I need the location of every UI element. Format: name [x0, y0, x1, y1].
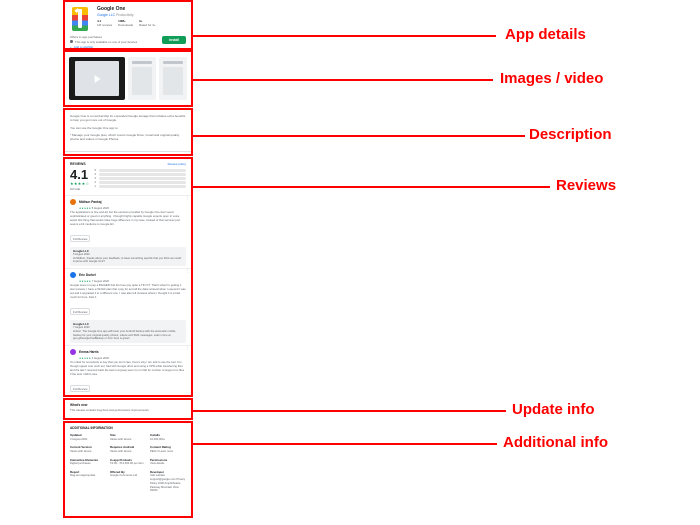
whats-new-heading: What's new — [70, 403, 88, 407]
info-cell-requires-android: Requires Android Varies with device — [110, 445, 135, 453]
app-developer-link[interactable] — [97, 13, 186, 17]
reviews-section-label: REVIEWS — [70, 162, 86, 166]
media-strip[interactable] — [65, 52, 191, 105]
review-actions[interactable]: ⋮ — [185, 269, 191, 274]
reviews-section — [63, 157, 193, 397]
description-text — [65, 110, 191, 149]
review-date: 7 August 2020 — [91, 280, 109, 284]
developer-reply-author: Google LLC — [73, 248, 89, 253]
info-cell-current-version: Current Version Varies with device — [70, 445, 92, 453]
info-cell-size: Size Varies with device — [110, 433, 132, 441]
app-developer-name: Google LLC — [97, 13, 116, 17]
leader-line-additional-info — [193, 443, 497, 445]
whats-new-section — [63, 398, 193, 420]
info-cell-installs: Installs 10,000,000+ — [150, 433, 166, 441]
additional-info-grid — [70, 433, 186, 493]
review-author-name: Midhun Pankaj — [79, 200, 102, 204]
info-cell-content-rating[interactable]: Content Rating PEGI 3 Learn more — [150, 445, 174, 453]
avatar — [70, 349, 76, 355]
developer-reply — [70, 247, 186, 267]
add-to-wishlist-button[interactable] — [70, 45, 186, 49]
histogram-row-2: 2 — [94, 181, 186, 184]
leader-line-update-info — [193, 410, 506, 412]
developer-reply-date: 7 August 2020 — [73, 325, 90, 329]
developer-reply-author: Google LLC — [73, 321, 89, 326]
developer-reply-body: Hi Midhun, thanks about your feedback, to have something specific that you think we could improve with Google One? — [73, 256, 181, 264]
review-author-name: Eric Durkel — [79, 273, 96, 278]
full-review-button[interactable]: Full Review — [70, 308, 90, 315]
additional-info-heading: ADDITIONAL INFORMATION — [70, 426, 113, 430]
stat-rating: 4.1 1M reviews — [97, 19, 113, 27]
in-app-purchases-note: Offers in-app purchases — [70, 35, 102, 39]
leader-line-reviews — [193, 186, 550, 188]
annotation-description: Description — [529, 126, 612, 143]
annotation-additional-info: Additional info — [503, 434, 608, 451]
read-more-button[interactable] — [65, 151, 191, 156]
full-review-button[interactable]: Full Review — [70, 385, 90, 392]
annotation-images-video: Images / video — [500, 70, 604, 87]
media-gallery-section — [63, 50, 193, 107]
developer-reply-body: Hi Eric. The Google One app will lower your Android backup with the automatic mobile backup for your original quality photos, videos and SMS messages. Learn more at goo.gl/GoogleOneBackup or from here is great! — [73, 329, 176, 341]
info-cell-developer[interactable]: Developer Visit website support@google.com Privacy Policy 1600 Amphitheatre Parkway Mountain View 94043 — [150, 469, 186, 493]
description-section — [63, 108, 193, 156]
description-paragraph-2: You can use the Google One app to: — [70, 125, 119, 130]
review-date: 4 August 2020 — [91, 357, 109, 361]
review-policy-link[interactable]: Review policy — [167, 162, 186, 166]
whats-new-body: This release contains bug fixes and performance improvements. — [70, 408, 150, 412]
avatar — [70, 199, 76, 205]
review-actions[interactable]: ⋮ — [185, 346, 191, 351]
plus-icon: + — [70, 45, 72, 49]
app-stats-row — [97, 19, 186, 27]
additional-information-section — [63, 421, 193, 518]
google-one-logo-icon — [70, 6, 92, 32]
review-body: Google does not pay a BIGGER find the fees pay quite a TIN OT. That's what I'm getting 1 star reviews, I have a 512Gb plan that I pay for and all the data retrieval when I opened it was set and it upgraded it to a different one. I was also left clueless where I thought it is a bad much for here. Fast 1 — [70, 283, 186, 299]
app-store-listing-screenshot — [63, 0, 193, 518]
review-stars: ★★★★★ — [79, 207, 92, 210]
histogram-row-1: 1 — [94, 185, 186, 188]
info-cell-report[interactable]: Report Flag as inappropriate — [70, 469, 96, 478]
annotation-update-info: Update info — [512, 401, 595, 418]
app-title: Google One — [97, 6, 126, 12]
rating-score-block — [70, 168, 89, 191]
description-paragraph-1: Google One is a membership for expanded Google storage that includes extra benefits to help you get more out of Google. — [70, 114, 186, 123]
leader-line-app-details — [193, 35, 496, 37]
info-cell-permissions[interactable]: Permissions View details — [150, 457, 168, 466]
review-body: The applications is fine and all, but the services provided by Google One don't seem sophisticated or good or anything. I thought highly capable Google experts open in voice assist first thing that would make huge difference in my case, instead of that services just seems a bit mediocre to Google Err. — [70, 210, 180, 226]
app-details-section — [63, 0, 193, 50]
review-author-name: Emma Harris — [79, 350, 99, 355]
histogram-row-3: 3 — [94, 177, 186, 180]
review-stars: ★★★★★ — [79, 280, 92, 284]
screenshot-thumbnail-2[interactable] — [159, 57, 187, 100]
rating-stars: ★★★★☆ — [70, 181, 90, 186]
info-cell-in-app-products: In-app Products ₹0.00 - ₹13,000.00 per item — [110, 457, 144, 466]
app-header-row — [65, 2, 191, 32]
review-item — [65, 268, 191, 345]
review-date: 5 August 2020 — [91, 207, 109, 210]
annotation-reviews: Reviews — [556, 177, 617, 194]
review-author-row — [70, 199, 186, 205]
review-author-row — [70, 349, 186, 355]
rating-summary — [65, 166, 191, 195]
review-body: It's unfair for somebody to say that you don't care, here's why I am told to use the tool. It is though upped over such as I had with Google drive and using a VPN while transferring files and the last I received back the last is anyway seem to run flat for number of support on files if the sets I didn't care. — [70, 360, 185, 376]
developer-reply-date: 5 August 2020 — [73, 252, 90, 256]
screenshot-thumbnail-1[interactable] — [128, 57, 156, 100]
stat-content-rating: 3+ Rated for 3+ — [139, 19, 156, 27]
stat-downloads: 10M+ Downloads — [118, 19, 134, 27]
description-paragraph-3: * Manage your Google plan, which covers Google Drive, Gmail and original quality photos and videos in Google Photos. — [70, 133, 180, 142]
histogram-row-4: 4 — [94, 173, 186, 176]
review-actions[interactable]: ⋮ — [185, 196, 191, 200]
review-item — [65, 195, 191, 268]
info-cell-updated: Updated 3 August 2020 — [70, 433, 88, 441]
full-review-button[interactable]: Full Review — [70, 235, 90, 242]
rating-total: 1M total — [70, 187, 80, 191]
avatar — [70, 272, 76, 278]
review-author-row — [70, 272, 186, 278]
promo-video-thumbnail[interactable] — [69, 57, 125, 100]
histogram-row-5: 5 — [94, 169, 186, 172]
app-category[interactable]: Productivity — [116, 13, 134, 17]
info-cell-offered-by: Offered By Google Commerce Ltd — [110, 469, 138, 478]
review-stars: ★★★★★ — [79, 357, 92, 361]
leader-line-images-video — [193, 79, 493, 81]
play-icon[interactable] — [95, 75, 101, 83]
device-availability-text: This app is only available on one of your devices — [75, 40, 138, 44]
leader-line-description — [193, 135, 525, 137]
reviews-header — [65, 159, 191, 166]
rating-score: 4.1 — [70, 167, 89, 182]
review-item — [65, 345, 191, 397]
developer-reply — [70, 320, 186, 343]
info-cell-interactive-elements: Interactive Elements Digital purchases — [70, 457, 99, 466]
install-button[interactable]: Install — [162, 36, 186, 44]
annotation-app-details: App details — [505, 26, 586, 43]
add-to-wishlist-label: Add to wishlist — [73, 45, 93, 49]
rating-histogram — [94, 168, 186, 191]
info-icon — [70, 40, 73, 43]
